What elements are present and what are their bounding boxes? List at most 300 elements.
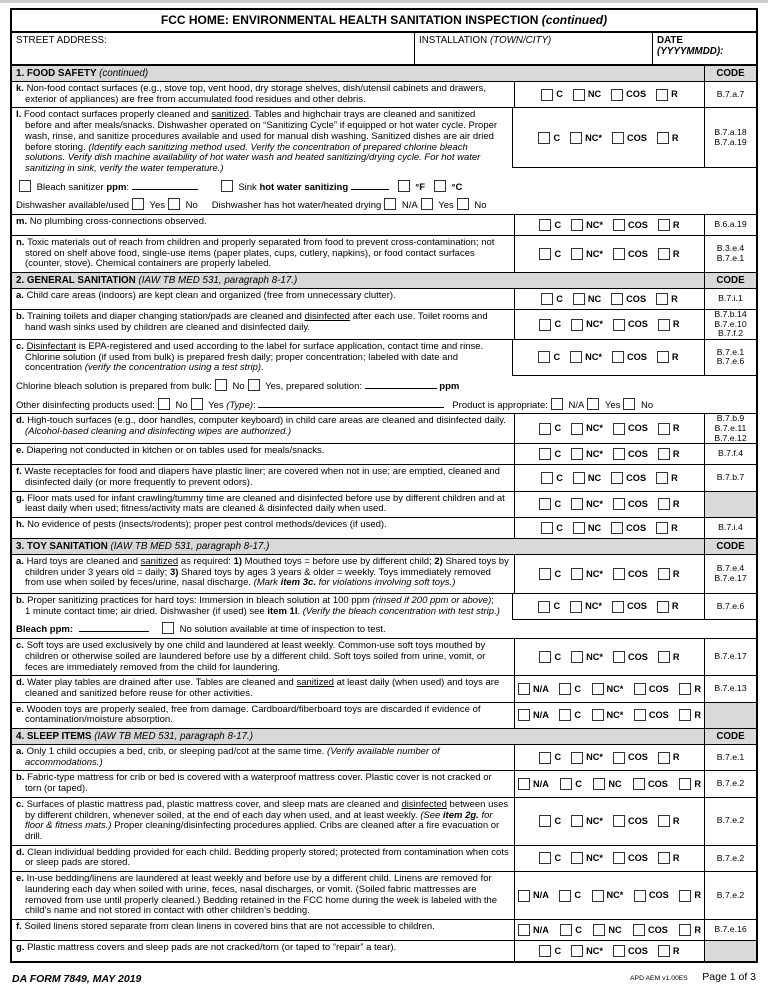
item-2d-checkbox-COS[interactable] (613, 423, 625, 435)
item-4e-code (704, 872, 756, 919)
item-2h-checkbox-R[interactable] (656, 522, 668, 534)
item-4b-checkbox-NC[interactable] (593, 778, 605, 790)
item-2b-option-C (539, 319, 561, 331)
item-letter: f. (16, 920, 25, 932)
item-1l-response-box (512, 108, 756, 168)
item-2e-checkbox-NC[interactable] (571, 448, 583, 460)
item-1k-option-NC (573, 89, 601, 101)
option-label: COS (627, 853, 648, 864)
dishwasher-heated-na-checkbox[interactable] (384, 198, 396, 210)
item-1n-checkbox-COS[interactable] (613, 248, 625, 260)
item-4c-option-R (658, 815, 680, 827)
spacer (389, 189, 395, 190)
item-1m-checkbox-COS[interactable] (613, 219, 625, 231)
option-label: NC* (586, 219, 603, 230)
item-1k-checkbox-COS[interactable] (611, 89, 623, 101)
item-1m-options (514, 215, 704, 235)
option-label: NC* (586, 568, 603, 579)
installation-note: (TOWN/CITY) (489, 35, 552, 46)
item-2f-checkbox-R[interactable] (656, 472, 668, 484)
dishwasher-heated-no-checkbox[interactable] (457, 198, 469, 210)
code-ref: B.7.e.17 (714, 573, 747, 584)
item-1k-option-COS (611, 89, 646, 101)
code-ref: B.7.e.2 (716, 778, 745, 789)
item-2b-option-NC (571, 319, 603, 331)
option-label: R (672, 448, 680, 459)
option-label: COS (626, 352, 647, 363)
item-2c-code (704, 340, 756, 375)
other-products-type-blank[interactable] (258, 398, 444, 408)
product-appropriate-na-checkbox[interactable] (551, 398, 563, 410)
option-label: NC (587, 89, 602, 100)
item-3e-checkbox-COS[interactable] (634, 709, 646, 721)
option-label: C (554, 651, 562, 662)
code-ref: B.7.e.17 (714, 651, 747, 662)
item-1l-checkbox-C[interactable] (538, 132, 550, 144)
item-1l-checkbox-COS[interactable] (612, 132, 624, 144)
item-3c-option-NC (571, 651, 603, 663)
text-segment: Proper sanitizing practices for hard toys: Immersion in bleach solution at 100 ppm (27, 595, 373, 607)
form-number: DA FORM 7849, MAY 2019 (12, 972, 142, 985)
item-3a-checkbox-COS[interactable] (613, 568, 625, 580)
item-4d-option-NC (571, 852, 603, 864)
item-4g (12, 941, 756, 961)
item-3d-checkbox-R[interactable] (679, 683, 691, 695)
item-2e (12, 444, 756, 465)
item-4e (12, 872, 756, 920)
item-4e-option-R (679, 890, 701, 902)
text-segment: No (229, 381, 245, 393)
item-letter: a. (16, 746, 27, 758)
item-2e-option-R (658, 448, 680, 460)
option-label: COS (626, 293, 647, 304)
item-4c-checkbox-NC[interactable] (571, 815, 583, 827)
code-ref: B.7.b.7 (716, 472, 745, 483)
text-segment: No evidence of pests (insects/rodents); proper pest control methods/devices (if used). (27, 519, 387, 531)
item-2f-checkbox-COS[interactable] (611, 472, 623, 484)
item-4e-option-C (559, 890, 581, 902)
item-1k-checkbox-C[interactable] (541, 89, 553, 101)
item-3e-checkbox-NA[interactable] (518, 709, 530, 721)
text-segment: Product is appropriate: (452, 399, 548, 411)
item-4d-checkbox-C[interactable] (539, 852, 551, 864)
item-4f-checkbox-C[interactable] (560, 924, 572, 936)
toy-bleach-ppm-blank[interactable] (79, 622, 149, 632)
item-2e-option-NC (571, 448, 603, 460)
item-2h-checkbox-COS[interactable] (611, 522, 623, 534)
item-2a-checkbox-C[interactable] (541, 293, 553, 305)
text-segment: Sink (235, 181, 260, 193)
text-segment: High-touch surfaces (e.g., door handles, computer keyboard) in child care areas are cleaned and disinfected daily. (27, 415, 506, 427)
item-4a-option-C (539, 752, 561, 764)
item-2a-checkbox-COS[interactable] (611, 293, 623, 305)
item-2a-option-NC (573, 293, 601, 305)
item-3b-checkbox-R[interactable] (657, 601, 669, 613)
text-segment: Shared toys by ages 3 years & older = weekly. Toys immediately removed from use when soiled by feces/urine, nasal discharge. (25, 566, 491, 589)
item-1l (12, 108, 756, 215)
code-ref: B.7.e.2 (716, 889, 745, 900)
item-4e-checkbox-C[interactable] (559, 890, 571, 902)
code-ref: B.7.e.6 (716, 356, 745, 367)
item-letter: d. (16, 415, 28, 427)
text-segment: after each use. Toilet rooms and hand wash sinks used by children are cleaned and disinfected daily. (25, 311, 488, 333)
section-note: (IAW TB MED 531, paragraph 8-17.) (94, 731, 254, 743)
option-label: R (671, 472, 678, 483)
text-segment: for violations involving soft toys.) (315, 577, 456, 589)
item-4a-checkbox-C[interactable] (539, 752, 551, 764)
item-1n-checkbox-NC[interactable] (571, 248, 583, 260)
item-4c-checkbox-COS[interactable] (613, 815, 625, 827)
item-1l-options (513, 108, 704, 167)
bulk-no-checkbox[interactable] (215, 379, 227, 391)
text-segment: item 2g. (442, 809, 479, 821)
item-4g-checkbox-NC[interactable] (571, 945, 583, 957)
bulk-yes-checkbox[interactable] (248, 379, 260, 391)
item-3b-option-R (657, 601, 679, 613)
item-4g-option-NC (571, 945, 603, 957)
item-2h-option-NC (573, 522, 601, 534)
item-1m (12, 215, 756, 236)
item-2c-checkbox-R[interactable] (657, 351, 669, 363)
item-4a-option-NC (571, 752, 603, 764)
item-2h-code (704, 518, 756, 538)
item-3d-option-R (679, 683, 701, 695)
option-label: COS (627, 248, 648, 259)
text-segment: (See (420, 809, 443, 821)
item-3e-code (704, 703, 756, 728)
item-3c-checkbox-NC[interactable] (571, 651, 583, 663)
item-2g-checkbox-R[interactable] (658, 498, 670, 510)
item-2g-checkbox-NC[interactable] (571, 498, 583, 510)
item-1l-checkbox-R[interactable] (657, 132, 669, 144)
item-4b-option-COS (633, 778, 668, 790)
item-4a-checkbox-NC[interactable] (571, 752, 583, 764)
item-1k-text (12, 82, 514, 107)
no-solution-checkbox[interactable] (162, 622, 174, 634)
item-2d-option-COS (613, 423, 648, 435)
item-4f-checkbox-COS[interactable] (633, 924, 645, 936)
text-segment: Yes (205, 399, 227, 411)
option-label: R (672, 853, 680, 864)
item-3d-checkbox-NC[interactable] (592, 683, 604, 695)
item-4d-checkbox-NC[interactable] (571, 852, 583, 864)
item-4b-checkbox-C[interactable] (560, 778, 572, 790)
item-4c (12, 798, 756, 846)
bleach-ppm-blank[interactable] (132, 180, 198, 190)
option-label: COS (627, 498, 648, 509)
item-4b-checkbox-R[interactable] (679, 778, 691, 790)
item-2a-code (704, 289, 756, 309)
code-ref: B.3.e.4 (716, 243, 745, 254)
item-1k-checkbox-NC[interactable] (573, 89, 585, 101)
bleach-sanitizer-checkbox[interactable] (19, 180, 31, 192)
section-note: (IAW TB MED 531, paragraph 8-17.) (110, 541, 270, 553)
item-4c-option-NC (571, 815, 603, 827)
item-3d-checkbox-COS[interactable] (634, 683, 646, 695)
item-letter: e. (16, 873, 27, 885)
dishwasher-available-yes-checkbox[interactable] (132, 198, 144, 210)
item-4f-option-NC (593, 924, 621, 936)
item-1m-checkbox-C[interactable] (539, 219, 551, 231)
item-1l-checkbox-NC[interactable] (570, 132, 582, 144)
item-1m-checkbox-NC[interactable] (571, 219, 583, 231)
item-3a-checkbox-C[interactable] (539, 568, 551, 580)
option-label: C (554, 319, 562, 330)
option-label: COS (627, 815, 648, 826)
text-segment: : (253, 399, 259, 411)
item-3e-checkbox-R[interactable] (679, 709, 691, 721)
item-4e-checkbox-COS[interactable] (634, 890, 646, 902)
item-2d-option-R (658, 423, 680, 435)
item-2a-option-C (541, 293, 563, 305)
text-segment: Shared toys by children under 3 years old = daily; (25, 556, 509, 578)
code-ref: B.7.e.1 (716, 253, 745, 264)
item-2f-checkbox-C[interactable] (541, 472, 553, 484)
item-1k-checkbox-R[interactable] (656, 89, 668, 101)
text-segment: Yes (147, 200, 165, 212)
text-segment: Bleach ppm: (16, 624, 74, 636)
street-address-input[interactable] (12, 33, 414, 64)
item-4c-checkbox-C[interactable] (539, 815, 551, 827)
item-2g-option-C (539, 498, 561, 510)
text-segment: Yes (602, 399, 621, 411)
item-letter: c. (16, 340, 27, 352)
item-2e-option-C (539, 448, 561, 460)
code-ref: B.7.e.16 (714, 924, 747, 935)
item-4d-checkbox-R[interactable] (658, 852, 670, 864)
item-4f-option-NA (518, 924, 549, 936)
item-2b-checkbox-R[interactable] (658, 319, 670, 331)
product-appropriate-yes-checkbox[interactable] (587, 398, 599, 410)
item-1l-code (704, 108, 756, 167)
item-4e-checkbox-NA[interactable] (518, 890, 530, 902)
sink-hot-water-checkbox[interactable] (221, 180, 233, 192)
item-2g-option-R (658, 498, 680, 510)
text-segment: Fabric-type mattress for crib or bed is covered with a waterproof mattress cover. Plastic cover is not cracked or torn (or taped). (25, 772, 492, 795)
item-4g-checkbox-COS[interactable] (613, 945, 625, 957)
item-2d-code (704, 414, 756, 443)
item-2c-option-R (657, 351, 679, 363)
section-heading: 4. SLEEP ITEMS (16, 731, 95, 743)
text-segment: . (261, 362, 264, 374)
item-3b-checkbox-NC[interactable] (570, 601, 582, 613)
item-3a-checkbox-R[interactable] (658, 568, 670, 580)
item-4e-option-COS (634, 890, 669, 902)
text-segment: 2) (434, 556, 443, 568)
option-label: C (556, 293, 563, 304)
item-letter: h. (16, 519, 28, 531)
item-4g-checkbox-R[interactable] (658, 945, 670, 957)
option-label: COS (648, 710, 669, 720)
item-2b-checkbox-NC[interactable] (571, 319, 583, 331)
item-3b-checkbox-C[interactable] (538, 601, 550, 613)
item-2a-checkbox-R[interactable] (656, 293, 668, 305)
item-3c-checkbox-COS[interactable] (613, 651, 625, 663)
text-segment: Dishwasher has hot water/heated drying (211, 200, 382, 212)
text-segment: No (471, 200, 487, 212)
item-1n-checkbox-C[interactable] (539, 248, 551, 260)
text-segment: Only 1 child occupies a bed, crib, or sleeping pad/cot at the same time. (26, 746, 328, 758)
option-label: COS (627, 319, 648, 330)
section-header-1 (12, 66, 756, 82)
item-3e-checkbox-C[interactable] (559, 709, 571, 721)
item-1k-option-C (541, 89, 563, 101)
item-4f-checkbox-R[interactable] (679, 924, 691, 936)
item-2a-option-R (656, 293, 678, 305)
other-products-yes-checkbox[interactable] (191, 398, 203, 410)
item-2h-checkbox-NC[interactable] (573, 522, 585, 534)
option-label: R (694, 710, 701, 720)
item-2d-checkbox-NC[interactable] (571, 423, 583, 435)
option-label: N/A (533, 683, 549, 694)
option-label: NC* (586, 815, 603, 826)
item-4b-checkbox-COS[interactable] (633, 778, 645, 790)
text-segment: : (126, 181, 132, 193)
item-4e-option-NC (592, 890, 624, 902)
code-ref: B.6.a.19 (714, 219, 747, 230)
item-3d-checkbox-NA[interactable] (518, 683, 530, 695)
item-4b-checkbox-NA[interactable] (518, 778, 530, 790)
item-2b-checkbox-COS[interactable] (613, 319, 625, 331)
item-2a-options (514, 289, 704, 309)
item-4d-checkbox-COS[interactable] (613, 852, 625, 864)
item-3b (12, 594, 756, 639)
spacer (425, 189, 431, 190)
item-3e-option-C (559, 709, 581, 721)
item-4c-option-COS (613, 815, 648, 827)
item-4d-option-R (658, 852, 680, 864)
fahrenheit-checkbox[interactable] (398, 180, 410, 192)
dishwasher-available-no-checkbox[interactable] (168, 198, 180, 210)
item-2a-checkbox-NC[interactable] (573, 293, 585, 305)
text-segment: N/A (399, 200, 418, 212)
item-letter: c. (16, 798, 27, 810)
option-label: NC* (585, 132, 602, 143)
option-label: C (556, 89, 563, 100)
option-label: NC* (586, 651, 603, 662)
item-2h-checkbox-C[interactable] (541, 522, 553, 534)
inspection-table (10, 66, 758, 963)
section-heading: 1. FOOD SAFETY (16, 68, 100, 79)
code-ref: B.7.e.13 (714, 683, 747, 694)
item-4c-checkbox-R[interactable] (658, 815, 670, 827)
item-2d-checkbox-R[interactable] (658, 423, 670, 435)
item-3a-code (704, 555, 756, 593)
dishwasher-heated-yes-checkbox[interactable] (421, 198, 433, 210)
item-3d-code (704, 676, 756, 701)
text-segment: item 1l (267, 605, 298, 617)
option-label: R (672, 568, 680, 579)
item-3e-option-NC (592, 709, 624, 721)
item-3a-checkbox-NC[interactable] (571, 568, 583, 580)
text-segment: Hard toys are cleaned and (26, 556, 141, 568)
item-2c-checkbox-C[interactable] (538, 351, 550, 363)
option-label: R (671, 89, 678, 100)
text-segment: Wooden toys are properly sealed, free from damage. Cardboard/fiberboard toys are discarded if evidence of contamination/moisture absorption. (25, 703, 481, 726)
form-sheet (10, 8, 758, 985)
product-appropriate-no-checkbox[interactable] (623, 398, 635, 410)
option-label: R (671, 293, 678, 304)
installation-input[interactable] (414, 33, 652, 64)
item-4e-options (514, 872, 704, 919)
option-label: R (671, 601, 679, 612)
item-4g-option-R (658, 945, 680, 957)
item-4a-text (12, 745, 514, 770)
item-2d-checkbox-C[interactable] (539, 423, 551, 435)
item-2c-checkbox-COS[interactable] (612, 351, 624, 363)
text-segment: ppm (106, 181, 127, 193)
item-4e-checkbox-R[interactable] (679, 890, 691, 902)
item-2e-checkbox-C[interactable] (539, 448, 551, 460)
item-2g-checkbox-COS[interactable] (613, 498, 625, 510)
item-2b-checkbox-C[interactable] (539, 319, 551, 331)
item-2b (12, 310, 756, 340)
item-1m-checkbox-R[interactable] (658, 219, 670, 231)
item-4g-checkbox-C[interactable] (539, 945, 551, 957)
item-2c-checkbox-NC[interactable] (570, 351, 582, 363)
item-1n-checkbox-R[interactable] (658, 248, 670, 260)
option-label: C (575, 778, 582, 789)
item-3e-checkbox-NC[interactable] (592, 709, 604, 721)
item-4g-options (514, 941, 704, 961)
item-3e-option-NA (518, 709, 549, 721)
item-2h (12, 518, 756, 539)
item-2e-checkbox-R[interactable] (658, 448, 670, 460)
item-4f-checkbox-NA[interactable] (518, 924, 530, 936)
form-header-row (10, 33, 758, 66)
option-label: R (672, 498, 680, 509)
sink-temp-blank[interactable] (351, 180, 389, 190)
celsius-checkbox[interactable] (434, 180, 446, 192)
item-4g-option-COS (613, 945, 648, 957)
option-label: NC* (606, 890, 624, 901)
item-2e-checkbox-COS[interactable] (613, 448, 625, 460)
item-2e-text (12, 444, 514, 464)
item-2c-option-COS (612, 351, 647, 363)
text-segment: 1) (233, 556, 243, 568)
date-input[interactable] (652, 33, 756, 64)
option-label: C (554, 752, 562, 763)
item-3d-option-NA (518, 683, 549, 695)
item-4f-checkbox-NC[interactable] (593, 924, 605, 936)
item-2d-option-C (539, 423, 561, 435)
item-4f-code (704, 920, 756, 940)
item-letter: b. (16, 595, 28, 607)
prepared-solution-blank[interactable] (365, 379, 437, 389)
item-4e-checkbox-NC[interactable] (592, 890, 604, 902)
other-products-no-checkbox[interactable] (158, 398, 170, 410)
item-2g-checkbox-C[interactable] (539, 498, 551, 510)
option-label: N/A (533, 924, 549, 935)
item-3c-checkbox-C[interactable] (539, 651, 551, 663)
option-label: C (554, 945, 562, 956)
item-3b-checkbox-COS[interactable] (612, 601, 624, 613)
item-2f-checkbox-NC[interactable] (573, 472, 585, 484)
code-ref: B.7.e.1 (716, 346, 745, 357)
item-1n-option-COS (613, 248, 648, 260)
item-3d-checkbox-C[interactable] (559, 683, 571, 695)
item-3d-text (12, 676, 514, 701)
item-3c-checkbox-R[interactable] (658, 651, 670, 663)
item-4a-checkbox-COS[interactable] (613, 752, 625, 764)
item-2e-options (514, 444, 704, 464)
footer-right (630, 967, 756, 985)
item-2b-option-COS (613, 319, 648, 331)
item-4a-checkbox-R[interactable] (658, 752, 670, 764)
option-label: NC* (586, 448, 603, 459)
text-segment: hot water sanitizing (259, 181, 349, 193)
item-4g-option-C (539, 945, 561, 957)
